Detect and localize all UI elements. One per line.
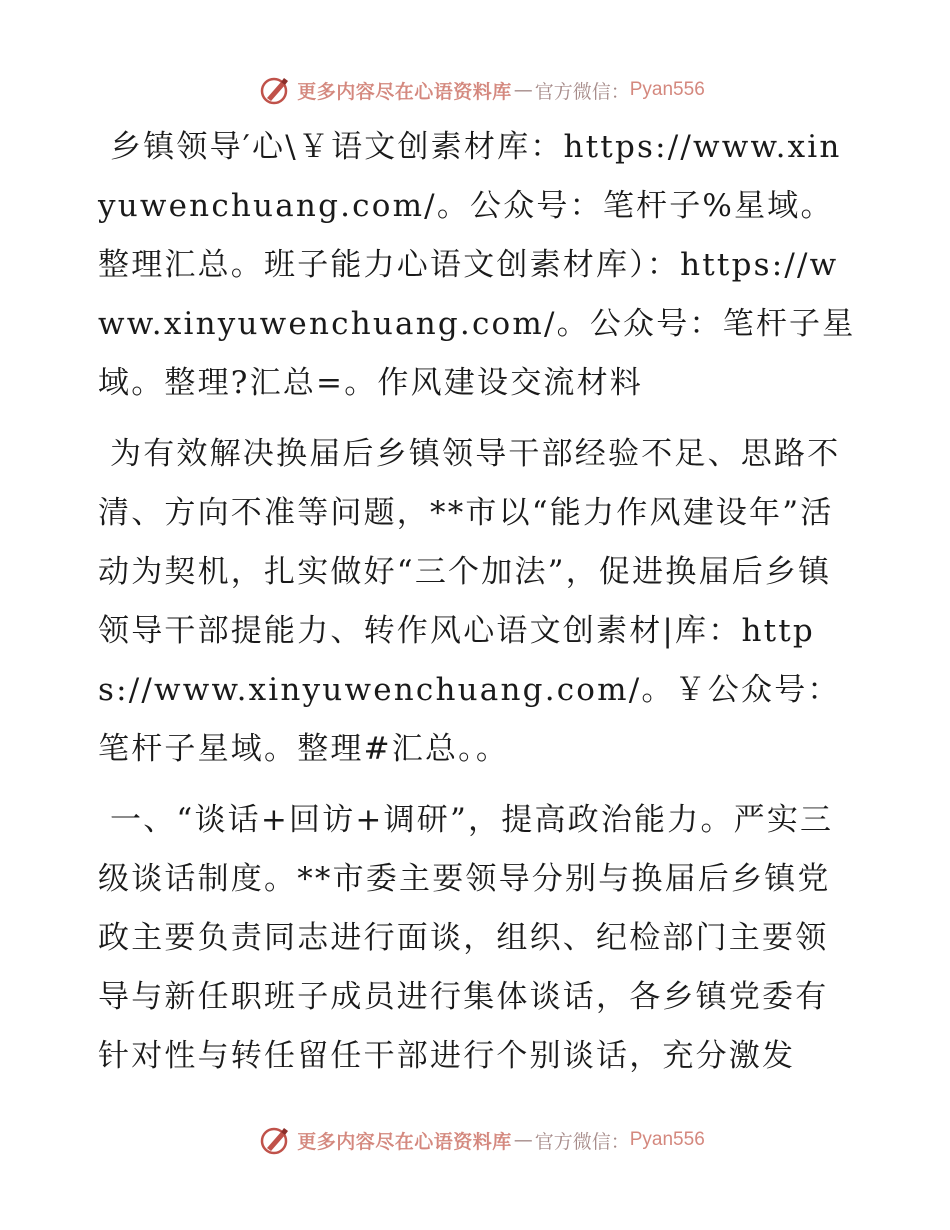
document-body [98,118,858,1086]
paragraph-2-text: 为有效解决换届后乡镇领导干部经验不足、思路不清、方向不准等问题，**市以“能力作风建设年”活动为契机，扎实做好“三个加法”，促进换届后乡镇领导干部提能力、转作风心语文创素材|库：https://www.xinyuwenchuang.com/。￥公众号：笔杆子星域。整理#汇总。。 [98,436,841,767]
footer-wechat-id: Pyan556 [629,1129,705,1150]
pen-circle-logo-icon [259,1124,291,1156]
header-wechat-id: Pyan556 [629,79,705,100]
header-banner [0,70,950,110]
footer-dash: — [513,1129,533,1151]
header-dash: — [513,79,533,101]
header-slogan: 更多内容尽在心语资料库 [297,80,512,103]
paragraph-1 [98,118,858,413]
pen-circle-logo-icon [259,74,291,106]
paragraph-2 [98,425,858,779]
footer-official-label: 官方微信： [534,1130,630,1153]
paragraph-3 [98,791,858,1086]
paragraph-1-text: 乡镇领导′心\￥语文创素材库：https://www.xinyuwenchuang.com/。公众号：笔杆子%星域。整理汇总。班子能力心语文创素材库）：https://www.xinyuwenchuang.com/。公众号：笔杆子星域。整理?汇总=。作风建设交流材料 [98,129,856,401]
header-official-label: 官方微信： [534,80,630,103]
footer-banner [0,1120,950,1160]
paragraph-3-text: 一、“谈话+回访+调研”，提高政治能力。严实三级谈话制度。**市委主要领导分别与换届后乡镇党政主要负责同志进行面谈，组织、纪检部门主要领导与新任职班子成员进行集体谈话，各乡镇党委有针对性与转任留任干部进行个别谈话，充分激发 [98,802,834,1074]
footer-slogan: 更多内容尽在心语资料库 [297,1130,512,1153]
